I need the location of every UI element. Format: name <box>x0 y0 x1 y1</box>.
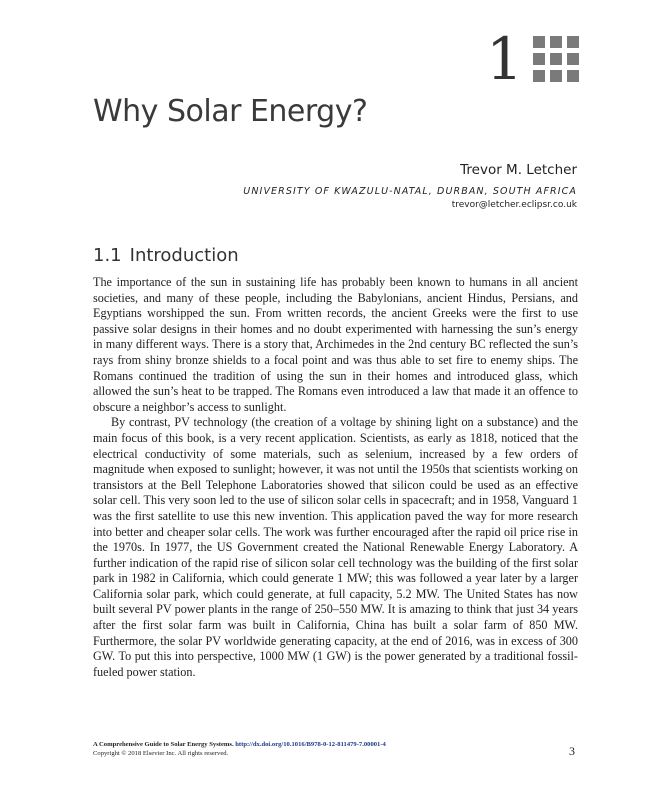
section-title: Introduction <box>129 245 239 266</box>
author-block <box>243 162 577 210</box>
footer-book-title: A Comprehensive Guide to Solar Energy Systems. <box>93 741 234 748</box>
page-number: 3 <box>569 744 575 758</box>
author-affiliation: UNIVERSITY OF KWAZULU-NATAL, DURBAN, SOUTH AFRICA <box>243 186 577 197</box>
chapter-grid-icon <box>533 36 579 82</box>
page-footer <box>93 740 386 758</box>
author-name: Trevor M. Letcher <box>460 162 577 178</box>
chapter-number: 1 <box>486 25 523 93</box>
paragraph: The importance of the sun in sustaining life has probably been known to humans in all ancient societies, and many of these people, including the Babylonians, ancient Hindus, Persians, and Egyptians worshipped the sun. From written records, the ancient Greeks were the first to use passive solar designs in their homes and no doubt experimented with harnessing the sun’s energy in many different ways. There is a story that, Archimedes in the 2nd century BC reflected the sun’s rays from shiny bronze shields to a focal point and was thus able to set fire to enemy ships. The Romans continued the tradition of using the sun in their homes and introduced glass, which allowed the sun’s heat to be trapped. The Romans even introduced a law that made it an offence to obscure a neighbor’s access to sunlight. <box>93 275 578 414</box>
footer-copyright: Copyright © 2018 Elsevier Inc. All rights reserved. <box>93 750 229 757</box>
section-heading <box>93 245 239 266</box>
chapter-title: Why Solar Energy? <box>93 94 368 129</box>
section-number: 1.1 <box>93 245 122 266</box>
paragraph: By contrast, PV technology (the creation of a voltage by shining light on a substance) and the main focus of this book, is a very recent application. Scientists, as early as 1818, noticed that the electrical conductivity of some materials, such as selenium, increased by a few orders of magnitude when exposed to sunlight; however, it was not until the 1950s that scientists working on transistors at the Bell Telephone Laboratories showed that silicon could be used as an effective solar cell. This very soon led to the use of silicon solar cells in spacecraft; and in 1958, Vanguard 1 was the first satellite to use this new invention. This application paved the way for more research into better and cheaper solar cells. The work was further encouraged after the rapid oil price rise in the 1970s. In 1977, the US Government created the National Renewable Energy Laboratory. A further indication of the rapid rise of silicon solar cell technology was the building of the first solar park in 1982 in California, which could generate 1 MW; this was followed a year later by a larger California solar park, which could generate, at full capacity, 5.2 MW. The United States has now built several PV power plants in the range of 250–550 MW. It is amazing to think that just 34 years after the first solar farm was built in California, China has built a solar farm of 850 MW. Furthermore, the solar PV worldwide generating capacity, at the end of 2016, was in excess of 300 GW. To put this into perspective, 1000 MW (1 GW) is the power generated by a traditional fossil-fueled power station. <box>93 415 578 679</box>
body-text <box>93 275 578 680</box>
footer-doi-link[interactable]: http://dx.doi.org/10.1016/B978-0-12-811479-7.00001-4 <box>235 741 386 748</box>
author-email[interactable]: trevor@letcher.eclipsr.co.uk <box>451 200 577 210</box>
